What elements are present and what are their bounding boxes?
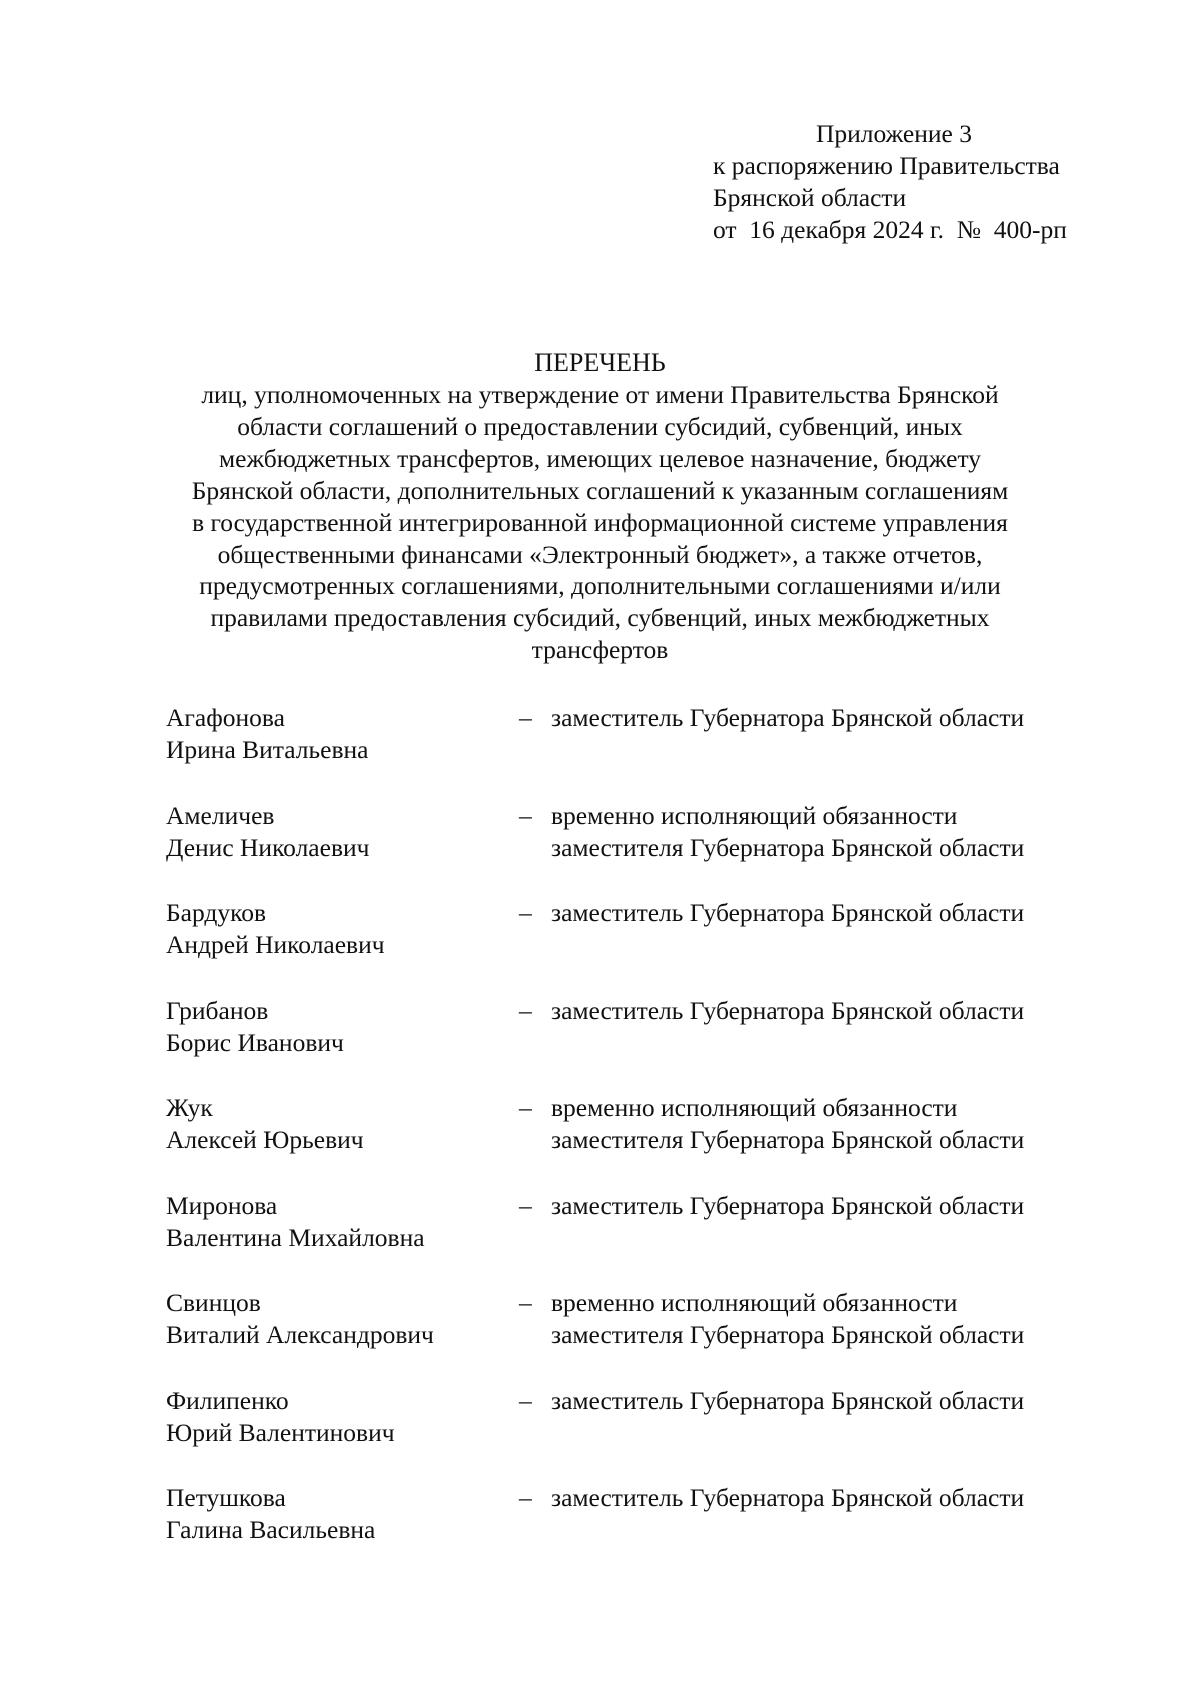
person-position bbox=[551, 1482, 1111, 1514]
person-surname: Амеличев bbox=[166, 800, 275, 830]
dash-separator: – bbox=[519, 995, 532, 1025]
person-position bbox=[551, 800, 1111, 864]
person-surname: Грибанов bbox=[166, 995, 269, 1025]
position-line: заместитель Губернатора Брянской области bbox=[551, 898, 1025, 927]
person-surname: Петушкова bbox=[166, 1483, 286, 1512]
dash-separator: – bbox=[519, 800, 532, 830]
appendix-date-number: от 16 декабря 2024 г. № 400-рп bbox=[713, 215, 1067, 244]
person-surname: Филипенко bbox=[166, 1385, 289, 1415]
position-line: временно исполняющий обязанности bbox=[551, 1288, 958, 1317]
person-surname: Агафонова bbox=[166, 703, 285, 732]
dash-separator: – bbox=[519, 1483, 532, 1512]
person-entry bbox=[166, 1092, 1096, 1190]
dash-separator: – bbox=[519, 1385, 532, 1415]
person-given-names: Валентина Михайловна bbox=[166, 1222, 425, 1252]
person-given-names: Ирина Витальевна bbox=[166, 735, 369, 764]
appendix-reference: к распоряжению Правительства bbox=[713, 151, 1060, 180]
position-line: заместителя Губернатора Брянской области bbox=[551, 1320, 1025, 1349]
person-name bbox=[166, 800, 506, 864]
person-name bbox=[166, 1287, 506, 1351]
person-entry bbox=[166, 1287, 1096, 1385]
appendix-number: Приложение 3 bbox=[816, 119, 972, 148]
subtitle-line: трансфертов bbox=[531, 635, 669, 665]
person-surname: Свинцов bbox=[166, 1288, 261, 1317]
position-line: заместитель Губернатора Брянской области bbox=[551, 995, 1025, 1025]
subtitle-line: предусмотренных соглашениями, дополнительными соглашениями и/или bbox=[199, 571, 1001, 601]
position-line: заместитель Губернатора Брянской области bbox=[551, 703, 1025, 732]
person-entry bbox=[166, 1190, 1096, 1288]
persons-list bbox=[166, 702, 1096, 1580]
person-given-names: Денис Николаевич bbox=[166, 832, 370, 862]
person-position bbox=[551, 1092, 1111, 1156]
person-name bbox=[166, 995, 506, 1059]
person-position bbox=[551, 702, 1111, 734]
person-name bbox=[166, 1385, 506, 1449]
person-given-names: Виталий Александрович bbox=[166, 1320, 434, 1349]
person-given-names: Юрий Валентинович bbox=[166, 1417, 395, 1447]
person-name bbox=[166, 1190, 506, 1254]
dash-separator: – bbox=[519, 898, 532, 927]
person-given-names: Алексей Юрьевич bbox=[166, 1125, 364, 1154]
person-surname: Миронова bbox=[166, 1190, 278, 1220]
person-given-names: Борис Иванович bbox=[166, 1027, 344, 1057]
position-line: временно исполняющий обязанности bbox=[551, 1093, 958, 1122]
person-entry bbox=[166, 1482, 1096, 1580]
person-position bbox=[551, 995, 1111, 1027]
person-entry bbox=[166, 702, 1096, 800]
person-surname: Жук bbox=[166, 1093, 213, 1122]
dash-separator: – bbox=[519, 1288, 532, 1317]
person-position bbox=[551, 1385, 1111, 1417]
person-position bbox=[551, 897, 1111, 929]
person-name bbox=[166, 1482, 506, 1546]
person-position bbox=[551, 1190, 1111, 1222]
person-surname: Бардуков bbox=[166, 898, 266, 927]
position-line: заместитель Губернатора Брянской области bbox=[551, 1483, 1025, 1512]
position-line: заместитель Губернатора Брянской области bbox=[551, 1385, 1025, 1415]
subtitle-line: области соглашений о предоставлении субсидий, субвенций, иных bbox=[237, 411, 963, 441]
dash-separator: – bbox=[519, 1093, 532, 1122]
person-entry bbox=[166, 1385, 1096, 1483]
person-name bbox=[166, 897, 506, 961]
appendix-region: Брянской области bbox=[713, 183, 907, 212]
person-given-names: Андрей Николаевич bbox=[166, 930, 385, 959]
subtitle-line: лиц, уполномоченных на утверждение от имени Правительства Брянской bbox=[201, 380, 999, 409]
subtitle-line: Брянской области, дополнительных соглашений к указанным соглашениям bbox=[191, 475, 1009, 505]
appendix-header bbox=[713, 118, 1067, 246]
document-subtitle bbox=[0, 379, 1200, 666]
position-line: заместитель Губернатора Брянской области bbox=[551, 1190, 1025, 1220]
dash-separator: – bbox=[519, 1190, 532, 1220]
position-line: заместителя Губернатора Брянской области bbox=[551, 832, 1025, 862]
person-name bbox=[166, 702, 506, 766]
person-entry bbox=[166, 995, 1096, 1093]
person-position bbox=[551, 1287, 1111, 1351]
person-name bbox=[166, 1092, 506, 1156]
person-entry bbox=[166, 800, 1096, 898]
person-given-names: Галина Васильевна bbox=[166, 1515, 376, 1544]
subtitle-line: правилами предоставления субсидий, субвенций, иных межбюджетных bbox=[210, 603, 990, 633]
subtitle-line: в государственной интегрированной информационной системе управления bbox=[192, 507, 1008, 537]
position-line: временно исполняющий обязанности bbox=[551, 800, 958, 830]
subtitle-line: общественными финансами «Электронный бюджет», а также отчетов, bbox=[217, 539, 983, 569]
person-entry bbox=[166, 897, 1096, 995]
subtitle-line: межбюджетных трансфертов, имеющих целевое назначение, бюджету bbox=[218, 443, 982, 473]
position-line: заместителя Губернатора Брянской области bbox=[551, 1125, 1025, 1154]
dash-separator: – bbox=[519, 703, 532, 732]
document-title: ПЕРЕЧЕНЬ bbox=[534, 348, 666, 377]
